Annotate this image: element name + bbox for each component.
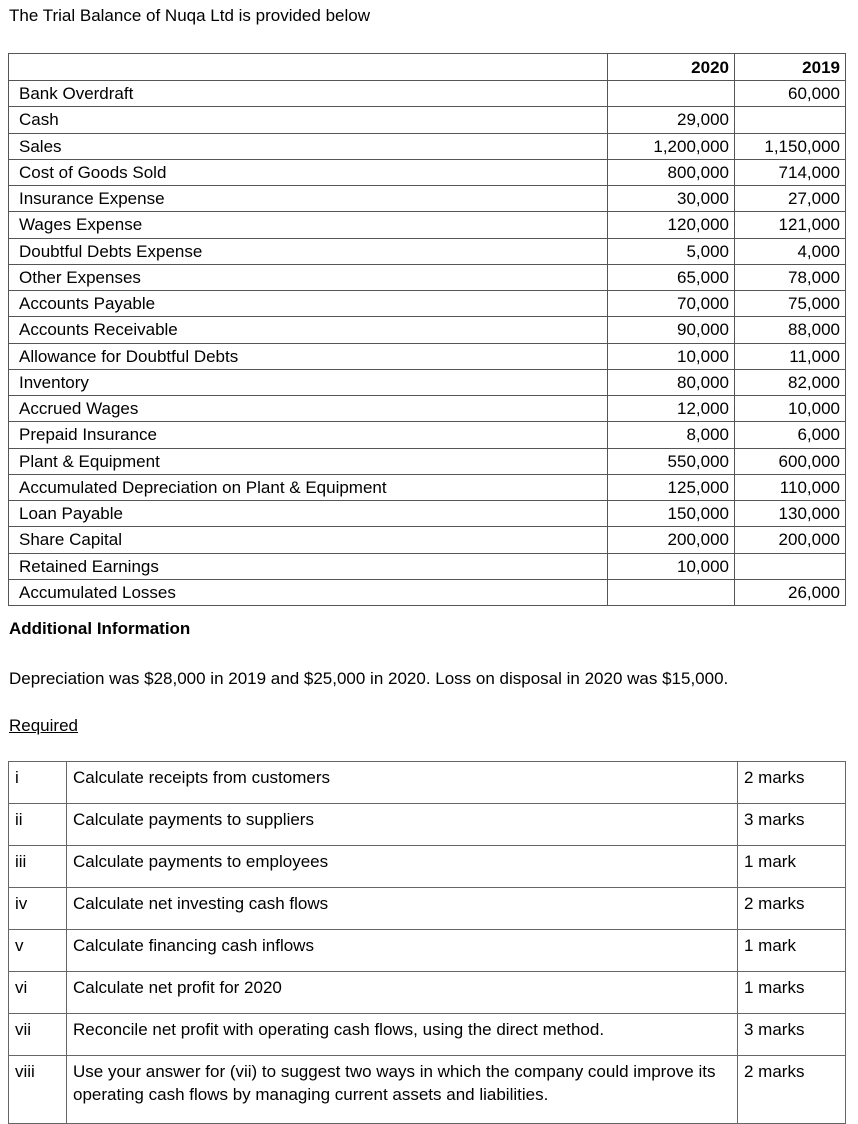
account-name: Prepaid Insurance [9, 422, 608, 448]
header-label [9, 54, 608, 81]
value-2019: 11,000 [735, 343, 846, 369]
question-marks: 2 marks [738, 762, 846, 804]
additional-info-heading: Additional Information [9, 619, 191, 638]
value-2020: 120,000 [608, 212, 735, 238]
question-number: iv [9, 888, 67, 930]
account-name: Cost of Goods Sold [9, 159, 608, 185]
question-text: Reconcile net profit with operating cash flows, using the direct method. [67, 1014, 738, 1056]
questions-table [8, 761, 846, 1124]
account-name: Accrued Wages [9, 396, 608, 422]
value-2019: 121,000 [735, 212, 846, 238]
table-row [9, 317, 846, 343]
table-row [9, 369, 846, 395]
table-row [9, 133, 846, 159]
value-2020: 30,000 [608, 186, 735, 212]
account-name: Cash [9, 107, 608, 133]
question-marks: 1 mark [738, 930, 846, 972]
account-name: Accounts Receivable [9, 317, 608, 343]
value-2020: 10,000 [608, 343, 735, 369]
table-row [9, 474, 846, 500]
question-marks: 1 marks [738, 972, 846, 1014]
value-2019: 130,000 [735, 501, 846, 527]
value-2020: 5,000 [608, 238, 735, 264]
account-name: Bank Overdraft [9, 81, 608, 107]
question-number: v [9, 930, 67, 972]
account-name: Retained Earnings [9, 553, 608, 579]
value-2019: 27,000 [735, 186, 846, 212]
value-2020: 800,000 [608, 159, 735, 185]
value-2019: 4,000 [735, 238, 846, 264]
value-2020: 70,000 [608, 291, 735, 317]
value-2020: 10,000 [608, 553, 735, 579]
question-marks: 1 mark [738, 846, 846, 888]
value-2020: 1,200,000 [608, 133, 735, 159]
question-text: Calculate payments to suppliers [67, 804, 738, 846]
account-name: Sales [9, 133, 608, 159]
value-2020: 12,000 [608, 396, 735, 422]
table-row [9, 291, 846, 317]
question-marks: 2 marks [738, 888, 846, 930]
value-2019: 75,000 [735, 291, 846, 317]
question-number: iii [9, 846, 67, 888]
value-2020: 80,000 [608, 369, 735, 395]
table-row [9, 159, 846, 185]
value-2020: 90,000 [608, 317, 735, 343]
question-row [9, 930, 846, 972]
question-number: ii [9, 804, 67, 846]
account-name: Share Capital [9, 527, 608, 553]
value-2019: 88,000 [735, 317, 846, 343]
question-number: viii [9, 1056, 67, 1124]
question-text: Calculate net investing cash flows [67, 888, 738, 930]
value-2020: 150,000 [608, 501, 735, 527]
account-name: Accounts Payable [9, 291, 608, 317]
question-text: Calculate payments to employees [67, 846, 738, 888]
trial-balance-table [8, 53, 846, 606]
question-text: Calculate net profit for 2020 [67, 972, 738, 1014]
value-2019: 60,000 [735, 81, 846, 107]
table-row [9, 501, 846, 527]
table-row [9, 553, 846, 579]
value-2019: 110,000 [735, 474, 846, 500]
table-row [9, 448, 846, 474]
question-marks: 2 marks [738, 1056, 846, 1124]
table-row [9, 396, 846, 422]
question-marks: 3 marks [738, 804, 846, 846]
value-2019: 600,000 [735, 448, 846, 474]
account-name: Inventory [9, 369, 608, 395]
question-marks: 3 marks [738, 1014, 846, 1056]
additional-info-text: Depreciation was $28,000 in 2019 and $25,000 in 2020. Loss on disposal in 2020 was $15,000. [9, 669, 729, 688]
account-name: Accumulated Depreciation on Plant & Equipment [9, 474, 608, 500]
header-2020: 2020 [608, 54, 735, 81]
value-2019: 1,150,000 [735, 133, 846, 159]
value-2019 [735, 107, 846, 133]
question-row [9, 888, 846, 930]
table-row [9, 186, 846, 212]
question-row [9, 972, 846, 1014]
value-2020: 550,000 [608, 448, 735, 474]
value-2020 [608, 81, 735, 107]
table-row [9, 81, 846, 107]
account-name: Allowance for Doubtful Debts [9, 343, 608, 369]
value-2019: 78,000 [735, 264, 846, 290]
value-2019 [735, 553, 846, 579]
account-name: Doubtful Debts Expense [9, 238, 608, 264]
value-2020: 200,000 [608, 527, 735, 553]
question-row [9, 804, 846, 846]
question-number: i [9, 762, 67, 804]
value-2019: 26,000 [735, 579, 846, 605]
value-2020: 8,000 [608, 422, 735, 448]
table-row [9, 238, 846, 264]
value-2020: 29,000 [608, 107, 735, 133]
account-name: Wages Expense [9, 212, 608, 238]
required-heading: Required [9, 716, 78, 735]
value-2020: 125,000 [608, 474, 735, 500]
question-text: Use your answer for (vii) to suggest two ways in which the company could improve its operating cash flows by managing current assets and liabilities. [67, 1056, 738, 1124]
account-name: Insurance Expense [9, 186, 608, 212]
value-2019: 10,000 [735, 396, 846, 422]
value-2019: 82,000 [735, 369, 846, 395]
account-name: Other Expenses [9, 264, 608, 290]
value-2019: 200,000 [735, 527, 846, 553]
question-row [9, 762, 846, 804]
question-number: vi [9, 972, 67, 1014]
table-row [9, 343, 846, 369]
question-row [9, 846, 846, 888]
table-row [9, 579, 846, 605]
table-row [9, 212, 846, 238]
table-row [9, 107, 846, 133]
value-2019: 6,000 [735, 422, 846, 448]
value-2020 [608, 579, 735, 605]
account-name: Accumulated Losses [9, 579, 608, 605]
table-header-row [9, 54, 846, 81]
intro-text: The Trial Balance of Nuqa Ltd is provided below [9, 6, 370, 25]
account-name: Loan Payable [9, 501, 608, 527]
question-row [9, 1014, 846, 1056]
question-text: Calculate receipts from customers [67, 762, 738, 804]
value-2020: 65,000 [608, 264, 735, 290]
question-number: vii [9, 1014, 67, 1056]
account-name: Plant & Equipment [9, 448, 608, 474]
header-2019: 2019 [735, 54, 846, 81]
table-row [9, 527, 846, 553]
table-row [9, 422, 846, 448]
value-2019: 714,000 [735, 159, 846, 185]
question-row [9, 1056, 846, 1124]
table-row [9, 264, 846, 290]
question-text: Calculate financing cash inflows [67, 930, 738, 972]
